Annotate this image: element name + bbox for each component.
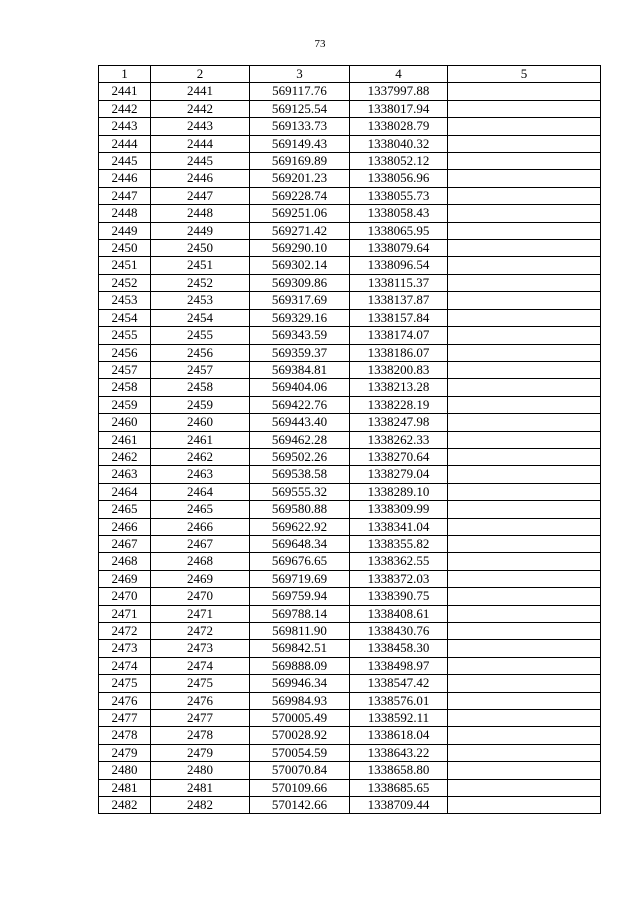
table-row (99, 605, 601, 622)
table-cell: 569317.69 (250, 292, 350, 309)
table-cell: 1338028.79 (350, 118, 448, 135)
table-cell: 569676.65 (250, 553, 350, 570)
table-cell: 1338017.94 (350, 100, 448, 117)
table-cell: 569125.54 (250, 100, 350, 117)
table-cell: 1338055.73 (350, 187, 448, 204)
table-cell: 2447 (151, 187, 250, 204)
table-cell: 1338430.76 (350, 623, 448, 640)
table-cell: 569502.26 (250, 448, 350, 465)
table-cell: 1338685.65 (350, 779, 448, 796)
table-cell: 2476 (151, 692, 250, 709)
table-cell: 2465 (151, 501, 250, 518)
table-cell (448, 744, 601, 761)
table-cell (448, 100, 601, 117)
table-cell: 2443 (99, 118, 151, 135)
table-cell: 1338186.07 (350, 344, 448, 361)
table-cell: 570054.59 (250, 744, 350, 761)
table-cell: 570005.49 (250, 710, 350, 727)
table-cell: 2471 (151, 605, 250, 622)
table-row (99, 431, 601, 448)
table-cell (448, 605, 601, 622)
table-cell: 1338341.04 (350, 518, 448, 535)
table-cell: 569946.34 (250, 675, 350, 692)
table-row (99, 553, 601, 570)
table-cell: 569984.93 (250, 692, 350, 709)
table-cell: 1338618.04 (350, 727, 448, 744)
table-cell: 2467 (99, 535, 151, 552)
table-cell: 1338056.96 (350, 170, 448, 187)
table-cell: 569888.09 (250, 657, 350, 674)
table-cell: 2457 (151, 361, 250, 378)
table-cell: 570109.66 (250, 779, 350, 796)
table-cell: 569343.59 (250, 327, 350, 344)
table-cell: 569169.89 (250, 153, 350, 170)
table-cell: 1338200.83 (350, 361, 448, 378)
table-cell (448, 588, 601, 605)
table-cell: 2474 (151, 657, 250, 674)
table-cell (448, 205, 601, 222)
table-cell: 2462 (99, 448, 151, 465)
table-cell: 2451 (99, 257, 151, 274)
table-row (99, 623, 601, 640)
table-cell (448, 710, 601, 727)
table-cell: 2464 (99, 483, 151, 500)
table-cell: 569302.14 (250, 257, 350, 274)
table-row (99, 535, 601, 552)
column-header: 4 (350, 66, 448, 83)
table-cell: 2445 (99, 153, 151, 170)
table-row (99, 100, 601, 117)
table-cell (448, 501, 601, 518)
table-cell: 569443.40 (250, 414, 350, 431)
table-cell: 2480 (151, 762, 250, 779)
table-cell: 2460 (151, 414, 250, 431)
table-cell (448, 483, 601, 500)
table-cell: 2463 (99, 466, 151, 483)
table-cell: 1338362.55 (350, 553, 448, 570)
table-row (99, 153, 601, 170)
table-cell (448, 448, 601, 465)
table-cell: 569555.32 (250, 483, 350, 500)
table-cell: 1338372.03 (350, 570, 448, 587)
table-cell: 2448 (99, 205, 151, 222)
table-row (99, 762, 601, 779)
table-cell: 1338137.87 (350, 292, 448, 309)
table-cell: 569462.28 (250, 431, 350, 448)
table-row (99, 240, 601, 257)
table-cell: 2482 (151, 797, 250, 814)
table-cell: 2442 (151, 100, 250, 117)
table-row (99, 657, 601, 674)
table-cell: 2477 (99, 710, 151, 727)
table-cell: 2447 (99, 187, 151, 204)
header-row (99, 66, 601, 83)
table-cell: 569359.37 (250, 344, 350, 361)
table-row (99, 222, 601, 239)
table-cell: 2478 (99, 727, 151, 744)
table-cell: 2453 (151, 292, 250, 309)
table-cell: 2455 (99, 327, 151, 344)
table-cell (448, 396, 601, 413)
table-cell (448, 379, 601, 396)
table-cell (448, 779, 601, 796)
table-cell: 2443 (151, 118, 250, 135)
table-cell: 1338270.64 (350, 448, 448, 465)
table-row (99, 640, 601, 657)
table-cell: 1338309.99 (350, 501, 448, 518)
table-cell: 570070.84 (250, 762, 350, 779)
table-cell: 569384.81 (250, 361, 350, 378)
table-cell: 2446 (151, 170, 250, 187)
table-cell (448, 762, 601, 779)
table-cell: 569719.69 (250, 570, 350, 587)
table-row (99, 692, 601, 709)
table-cell (448, 640, 601, 657)
table-cell (448, 518, 601, 535)
table-cell (448, 570, 601, 587)
table-row (99, 727, 601, 744)
table-cell: 1338458.30 (350, 640, 448, 657)
table-cell: 2462 (151, 448, 250, 465)
table-cell (448, 309, 601, 326)
table-row (99, 170, 601, 187)
table-row (99, 118, 601, 135)
table-cell: 2450 (151, 240, 250, 257)
table-row (99, 414, 601, 431)
table-cell: 2469 (99, 570, 151, 587)
table-cell: 2454 (151, 309, 250, 326)
table-cell: 2466 (99, 518, 151, 535)
table-cell: 1338355.82 (350, 535, 448, 552)
table-row (99, 483, 601, 500)
table-cell (448, 727, 601, 744)
table-row (99, 205, 601, 222)
table-cell: 2461 (99, 431, 151, 448)
table-cell: 1338709.44 (350, 797, 448, 814)
table-cell: 1338658.80 (350, 762, 448, 779)
table-cell: 2456 (99, 344, 151, 361)
table-cell: 1338547.42 (350, 675, 448, 692)
table-row (99, 309, 601, 326)
table-row (99, 588, 601, 605)
table-cell: 2441 (99, 83, 151, 100)
table-cell: 1338498.97 (350, 657, 448, 674)
table-cell: 1338058.43 (350, 205, 448, 222)
table-cell: 2473 (99, 640, 151, 657)
table-cell: 1338228.19 (350, 396, 448, 413)
table-cell: 2463 (151, 466, 250, 483)
table-row (99, 396, 601, 413)
table-cell: 2468 (151, 553, 250, 570)
column-header: 3 (250, 66, 350, 83)
table-cell: 1338040.32 (350, 135, 448, 152)
table-cell: 2454 (99, 309, 151, 326)
table-row (99, 675, 601, 692)
table-cell: 1338576.01 (350, 692, 448, 709)
table-cell: 2451 (151, 257, 250, 274)
table-cell: 1338213.28 (350, 379, 448, 396)
table-cell (448, 292, 601, 309)
table-cell: 2474 (99, 657, 151, 674)
table-cell: 2460 (99, 414, 151, 431)
table-row (99, 518, 601, 535)
table-cell: 1338096.54 (350, 257, 448, 274)
table-cell (448, 83, 601, 100)
table-cell: 2472 (151, 623, 250, 640)
table-cell: 569117.76 (250, 83, 350, 100)
table-cell (448, 135, 601, 152)
table-cell: 569842.51 (250, 640, 350, 657)
table-cell: 569149.43 (250, 135, 350, 152)
table-cell: 2459 (99, 396, 151, 413)
column-header: 1 (99, 66, 151, 83)
table-cell: 2446 (99, 170, 151, 187)
table-cell (448, 414, 601, 431)
table-cell: 2477 (151, 710, 250, 727)
table-cell: 2442 (99, 100, 151, 117)
table-row (99, 327, 601, 344)
table-cell: 2481 (99, 779, 151, 796)
table-cell: 570142.66 (250, 797, 350, 814)
table-cell: 2459 (151, 396, 250, 413)
table-cell: 2479 (99, 744, 151, 761)
table-cell: 2457 (99, 361, 151, 378)
table-row (99, 379, 601, 396)
table-cell (448, 466, 601, 483)
table-row (99, 710, 601, 727)
table-cell: 2467 (151, 535, 250, 552)
table-cell: 1338052.12 (350, 153, 448, 170)
table-cell: 2475 (99, 675, 151, 692)
table-cell: 1338390.75 (350, 588, 448, 605)
table-cell: 2453 (99, 292, 151, 309)
table-cell (448, 431, 601, 448)
table-row (99, 344, 601, 361)
table-cell: 1338643.22 (350, 744, 448, 761)
table-cell: 2469 (151, 570, 250, 587)
table-cell: 2482 (99, 797, 151, 814)
table-cell: 2458 (151, 379, 250, 396)
table-cell: 569622.92 (250, 518, 350, 535)
table-cell: 1338079.64 (350, 240, 448, 257)
table-row (99, 292, 601, 309)
table-cell: 1338247.98 (350, 414, 448, 431)
table-cell: 2461 (151, 431, 250, 448)
table-cell: 569201.23 (250, 170, 350, 187)
table-cell (448, 657, 601, 674)
table-cell (448, 675, 601, 692)
table-cell: 569271.42 (250, 222, 350, 239)
table-cell: 2448 (151, 205, 250, 222)
table-cell: 2449 (99, 222, 151, 239)
table-cell (448, 623, 601, 640)
table-cell (448, 344, 601, 361)
table-cell: 2470 (151, 588, 250, 605)
table-cell: 1338115.37 (350, 274, 448, 291)
table-cell: 2470 (99, 588, 151, 605)
table-cell: 2464 (151, 483, 250, 500)
table-row (99, 448, 601, 465)
table-cell: 2466 (151, 518, 250, 535)
table-cell: 1338157.84 (350, 309, 448, 326)
table-cell (448, 240, 601, 257)
table-cell: 569422.76 (250, 396, 350, 413)
table-cell: 2441 (151, 83, 250, 100)
table-cell: 1338279.04 (350, 466, 448, 483)
table-cell: 569759.94 (250, 588, 350, 605)
table-cell: 1338174.07 (350, 327, 448, 344)
table-cell: 1338289.10 (350, 483, 448, 500)
table-cell (448, 535, 601, 552)
table-row (99, 83, 601, 100)
table-cell: 569811.90 (250, 623, 350, 640)
table-cell (448, 361, 601, 378)
table-row (99, 466, 601, 483)
table-body (99, 83, 601, 814)
table-cell: 2452 (99, 274, 151, 291)
table-row (99, 744, 601, 761)
table-cell: 2458 (99, 379, 151, 396)
table-cell: 2473 (151, 640, 250, 657)
table-cell (448, 257, 601, 274)
coordinates-table (98, 65, 601, 814)
table-cell: 1337997.88 (350, 83, 448, 100)
table-cell: 569329.16 (250, 309, 350, 326)
table-cell: 1338262.33 (350, 431, 448, 448)
table-row (99, 361, 601, 378)
table-cell: 2452 (151, 274, 250, 291)
table-cell (448, 118, 601, 135)
table-cell: 570028.92 (250, 727, 350, 744)
table-cell: 569404.06 (250, 379, 350, 396)
table-cell: 569290.10 (250, 240, 350, 257)
table-cell: 2475 (151, 675, 250, 692)
table-cell (448, 797, 601, 814)
table-cell: 2479 (151, 744, 250, 761)
table-cell: 569788.14 (250, 605, 350, 622)
table-cell (448, 153, 601, 170)
table-cell (448, 553, 601, 570)
table-cell (448, 274, 601, 291)
table-cell: 2476 (99, 692, 151, 709)
table-cell: 569251.06 (250, 205, 350, 222)
table-row (99, 187, 601, 204)
table-cell: 2472 (99, 623, 151, 640)
table-cell: 2481 (151, 779, 250, 796)
table-cell: 2444 (99, 135, 151, 152)
table-cell (448, 187, 601, 204)
table-cell (448, 222, 601, 239)
column-header: 5 (448, 66, 601, 83)
table-cell: 1338592.11 (350, 710, 448, 727)
table-cell: 2480 (99, 762, 151, 779)
table-row (99, 257, 601, 274)
table-row (99, 274, 601, 291)
table-row (99, 501, 601, 518)
table-row (99, 135, 601, 152)
table-cell: 2456 (151, 344, 250, 361)
table-row (99, 797, 601, 814)
column-header: 2 (151, 66, 250, 83)
table-cell (448, 692, 601, 709)
page-number: 73 (314, 38, 326, 50)
table-cell: 2478 (151, 727, 250, 744)
table-cell: 2444 (151, 135, 250, 152)
table-cell: 569538.58 (250, 466, 350, 483)
table-cell: 2450 (99, 240, 151, 257)
table-cell: 1338065.95 (350, 222, 448, 239)
table-cell: 2465 (99, 501, 151, 518)
table-cell: 2445 (151, 153, 250, 170)
table-cell: 569580.88 (250, 501, 350, 518)
table-cell (448, 170, 601, 187)
table-cell: 1338408.61 (350, 605, 448, 622)
table-cell: 2471 (99, 605, 151, 622)
table-cell (448, 327, 601, 344)
table-cell: 2455 (151, 327, 250, 344)
table-cell: 569228.74 (250, 187, 350, 204)
table-cell: 569648.34 (250, 535, 350, 552)
table-row (99, 779, 601, 796)
table-cell: 569133.73 (250, 118, 350, 135)
table-cell: 2468 (99, 553, 151, 570)
table-cell: 2449 (151, 222, 250, 239)
table-cell: 569309.86 (250, 274, 350, 291)
table-row (99, 570, 601, 587)
